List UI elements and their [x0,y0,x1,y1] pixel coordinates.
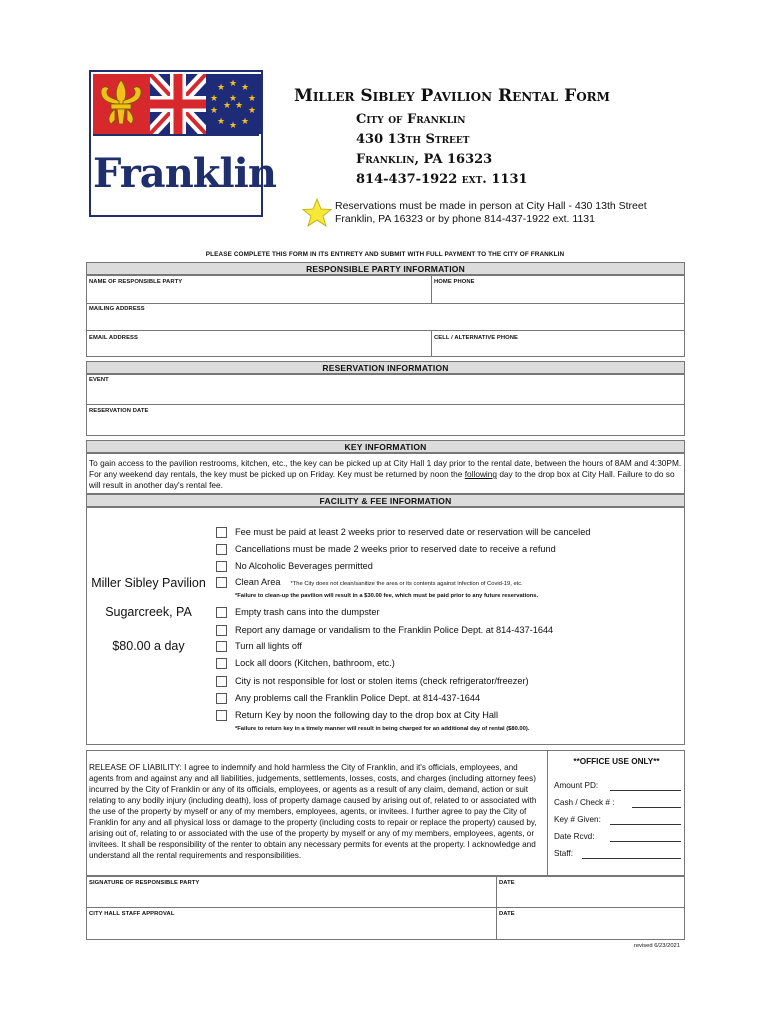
event-label: EVENT [89,377,109,383]
franklin-logo [89,70,276,217]
union-jack-icon [150,74,206,134]
rule-item[interactable]: Empty trash cans into the dumpster [216,607,676,620]
header-phone: 814-437-1922 ext. 1131 [356,172,528,187]
rule-item[interactable]: Turn all lights off [216,641,676,654]
release-of-liability: RELEASE OF LIABILITY: I agree to indemnify and hold harmless the City of Franklin, and it's officials, employees, and agents from and against any and all liabilities, judgements, settlements, losses, costs, and charges (including attorney fees) incurred by the City of Franklin or any of its officials, employees, or agents as a result of any claim, demand, action or suit relating to any bodily injury (including death), loss of property damage caused by arising out of, related to or associated with the use of the property by myself or any of my members, employees, agents, or invitees. I further agree to pay the City of Franklin for any and all physical loss or damage to the property (including costs to repair or replace the property) caused by, arising out of, relating to or associated with the use of the property by myself or any of my members, employees, agents, or invitees. It shall be responsibility of the renter to obtain any necessary permits for events at the property. I acknowledge and understand all the rental requirements and responsibilities. [89,763,537,860]
logo-wordmark-area [93,134,276,213]
svg-text:★: ★ [234,101,244,111]
rule-checkbox[interactable] [216,641,227,652]
svg-text:★: ★ [222,101,232,111]
signature-date-label: DATE [499,880,515,886]
key-info-underlined: following [464,469,498,479]
svg-text:★: ★ [216,83,226,93]
date-received-label: Date Rcvd: [554,832,595,841]
svg-text:★: ★ [228,79,238,89]
svg-text:★: ★ [240,117,250,127]
amount-paid-label: Amount PD: [554,781,599,790]
rule-item[interactable]: No Alcoholic Beverages permitted [216,561,676,574]
fleur-de-lis-panel [93,74,150,134]
rule-checkbox[interactable] [216,561,227,572]
star-icon [302,198,332,228]
cash-check-line [632,807,681,808]
rule-checkbox[interactable] [216,607,227,618]
staff-line [582,858,681,859]
reservation-note: Reservations must be made in person at City Hall - 430 13th Street Franklin, PA 16323 or by phone 814-437-1922 ext. 1131 [335,200,647,225]
form-instructions: PLEASE COMPLETE THIS FORM IN ITS ENTIRETY AND SUBMIT WITH FULL PAYMENT TO THE CITY OF FRANKLIN [205,251,565,258]
rule-item[interactable]: Report any damage or vandalism to the Franklin Police Dept. at 814-437-1644 [216,625,676,638]
name-field-label: NAME OF RESPONSIBLE PARTY [89,279,183,285]
union-jack-panel [150,74,206,134]
svg-text:★: ★ [209,106,219,116]
divider [86,303,685,304]
divider [86,404,685,405]
rule-item[interactable]: Fee must be paid at least 2 weeks prior to reserved date or reservation will be canceled [216,527,676,540]
rule-checkbox[interactable] [216,577,227,588]
key-info-heading: KEY INFORMATION [86,440,685,453]
staff-label: Staff: [554,849,573,858]
cell-phone-label: CELL / ALTERNATIVE PHONE [434,335,518,341]
form-title: Miller Sibley Pavilion Rental Form [294,86,610,106]
rule-checkbox[interactable] [216,693,227,704]
rule-item[interactable]: Cancellations must be made 2 weeks prior to reserved date to receive a refund [216,544,676,557]
svg-text:★: ★ [240,83,250,93]
key-info-text: To gain access to the pavilion restrooms, kitchen, etc., the key can be picked up at City Hall 1 day prior to the rental date, between the hours of 8AM and 4:30PM. For any weekend day rentals, the key must be picked up on Friday. Key must be returned by noon the following day to the drop box at City Hall. Failure to do so will result in another day's rental fee. [89,458,682,490]
svg-text:★: ★ [247,106,257,116]
stars-panel [206,74,261,134]
home-phone-label: HOME PHONE [434,279,475,285]
header-street: 430 13th Street [356,132,470,147]
cash-check-label: Cash / Check # : [554,798,615,807]
office-use-title: **OFFICE USE ONLY** [573,757,660,766]
svg-text:★: ★ [209,94,219,104]
responsible-party-box [86,275,685,357]
header-city: City of Franklin [356,112,466,127]
mailing-address-label: MAILING ADDRESS [89,306,145,312]
divider [86,330,685,331]
return-key-note: *Failure to return key in a timely manner will result in being charged for an additional day of rental ($80.00). [235,726,530,732]
divider [431,275,432,303]
rule-item[interactable]: Return Key by noon the following day to the drop box at City Hall [216,710,676,723]
covid-note: *The City does not clean/sanitize the area or its contents against infection of Covid-19, etc. [290,581,523,587]
rule-checkbox[interactable] [216,625,227,636]
responsible-party-heading: RESPONSIBLE PARTY INFORMATION [86,262,685,275]
reservation-heading: RESERVATION INFORMATION [86,361,685,374]
key-given-line [610,824,681,825]
date-received-line [610,841,681,842]
staff-date-label: DATE [499,911,515,917]
facility-location: Sugarcreek, PA [105,605,192,619]
facility-heading: FACILITY & FEE INFORMATION [86,494,685,507]
rule-item[interactable]: Clean Area *The City does not clean/sanitize the area or its contents against infection of Covid-19, etc. [216,577,676,590]
email-address-label: EMAIL ADDRESS [89,335,138,341]
fleur-de-lis-icon [93,74,150,134]
svg-text:★: ★ [247,94,257,104]
divider [431,330,432,357]
rule-checkbox[interactable] [216,676,227,687]
reservation-date-label: RESERVATION DATE [89,408,149,414]
rule-item[interactable]: City is not responsible for lost or stolen items (check refrigerator/freezer) [216,676,676,689]
divider [496,876,497,940]
reservation-box [86,374,685,436]
revision-date: revised 6/23/2021 [633,943,680,949]
facility-name: Miller Sibley Pavilion [91,576,206,590]
svg-text:★: ★ [228,94,238,104]
amount-paid-line [610,790,681,791]
divider [547,750,548,876]
cleanup-fee-note: *Failure to clean-up the pavilion will result in a $30.00 fee, which must be paid prior to any future reservations. [235,593,539,599]
rule-checkbox[interactable] [216,658,227,669]
facility-fee: $80.00 a day [112,639,185,653]
rule-checkbox[interactable] [216,710,227,721]
rule-item[interactable]: Any problems call the Franklin Police Dept. at 814-437-1644 [216,693,676,706]
key-given-label: Key # Given: [554,815,601,824]
staff-approval-label: CITY HALL STAFF APPROVAL [89,911,175,917]
svg-text:★: ★ [228,121,238,131]
signature-label: SIGNATURE OF RESPONSIBLE PARTY [89,880,200,886]
divider [86,907,685,908]
header-city-state: Franklin, PA 16323 [356,152,493,167]
rule-checkbox[interactable] [216,544,227,555]
logo-wordmark: Franklin [93,150,276,197]
rule-item[interactable]: Lock all doors (Kitchen, bathroom, etc.) [216,658,676,671]
svg-text:★: ★ [216,117,226,127]
rule-checkbox[interactable] [216,527,227,538]
star-circle-icon [206,74,261,134]
